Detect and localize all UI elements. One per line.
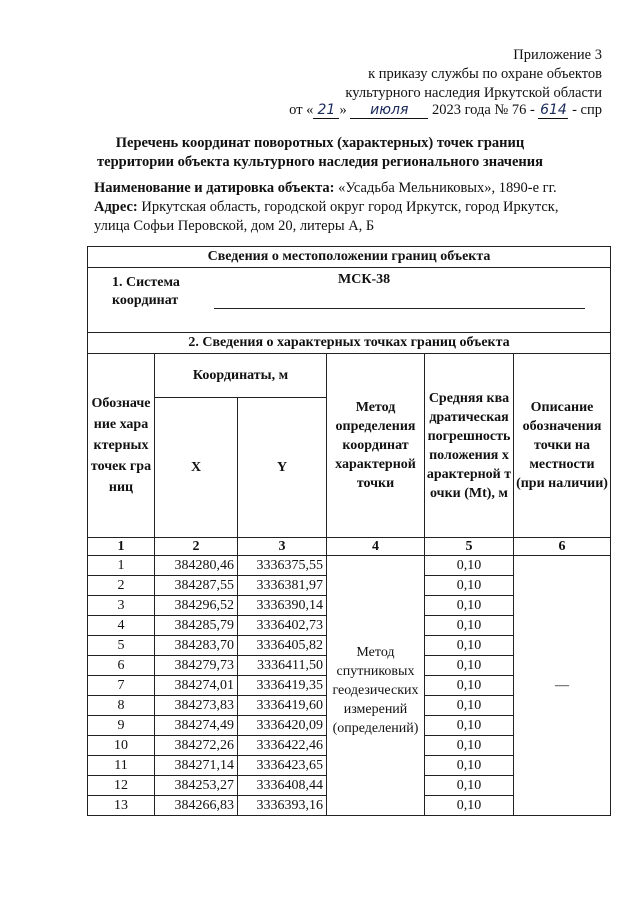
date-mid: » <box>339 102 347 118</box>
col-header-x: X <box>155 398 238 538</box>
mean-square-error: 0,10 <box>425 696 514 716</box>
coord-x: 384287,55 <box>155 576 238 596</box>
appendix-label: Приложение 3 <box>513 47 602 63</box>
method-header-text: Метод определения координат характерной точки <box>335 400 416 491</box>
mean-square-error: 0,10 <box>425 616 514 636</box>
col-header-designation <box>88 354 155 538</box>
coord-y: 3336405,82 <box>238 636 327 656</box>
point-id: 5 <box>88 636 155 656</box>
col-number-1: 1 <box>88 538 155 556</box>
designation-text: Обозначение характерных точек границ <box>90 396 152 495</box>
mean-square-error: 0,10 <box>425 576 514 596</box>
point-id: 6 <box>88 656 155 676</box>
object-address-line2: улица Софьи Перовской, дом 20, литеры А, Б <box>94 218 375 234</box>
object-name <box>94 179 604 198</box>
col-header-y: Y <box>238 398 327 538</box>
coord-x: 384280,46 <box>155 556 238 576</box>
coord-x: 384296,52 <box>155 596 238 616</box>
method-text: Метод спутниковых геодезических измерений (определений) <box>332 645 419 736</box>
col-header-method <box>327 354 425 538</box>
mean-square-error: 0,10 <box>425 556 514 576</box>
error-header-text: Средняя квадратическая погрешность положения характерной точки (Mt), м <box>426 390 512 501</box>
mean-square-error: 0,10 <box>425 676 514 696</box>
mean-square-error: 0,10 <box>425 736 514 756</box>
point-id: 10 <box>88 736 155 756</box>
point-id: 9 <box>88 716 155 736</box>
coordinate-system-value: МСК-38 <box>338 272 391 287</box>
coord-y: 3336419,60 <box>238 696 327 716</box>
date-prefix: от « <box>289 102 314 118</box>
coord-y: 3336422,46 <box>238 736 327 756</box>
coordinate-system-label-2: координат <box>112 293 179 308</box>
coord-x: 384273,83 <box>155 696 238 716</box>
mean-square-error: 0,10 <box>425 596 514 616</box>
coord-y: 3336423,65 <box>238 756 327 776</box>
agency-line: культурного наследия Иркутской области <box>345 85 602 101</box>
mean-square-error: 0,10 <box>425 656 514 676</box>
mean-square-error: 0,10 <box>425 756 514 776</box>
col-header-description <box>514 354 611 538</box>
col-number-3: 3 <box>238 538 327 556</box>
col-header-coordinates: Координаты, м <box>155 354 327 398</box>
col-number-2: 2 <box>155 538 238 556</box>
order-date-number <box>289 101 602 120</box>
document-title-line2: территории объекта культурного наследия регионального значения <box>97 154 543 170</box>
coordinate-system-cell <box>88 268 611 333</box>
coord-y: 3336402,73 <box>238 616 327 636</box>
coordinate-system-label <box>112 274 180 310</box>
object-address <box>94 198 604 217</box>
coord-x: 384272,26 <box>155 736 238 756</box>
method-cell <box>327 556 425 816</box>
section1-title: Сведения о местоположении границ объекта <box>88 247 611 268</box>
description-cell: — <box>514 556 611 816</box>
address-value: Иркутская область, городской округ город Иркутск, город Иркутск, <box>137 199 559 215</box>
mean-square-error: 0,10 <box>425 716 514 736</box>
point-id: 7 <box>88 676 155 696</box>
mean-square-error: 0,10 <box>425 636 514 656</box>
coordinate-system-label-1: 1. Система <box>112 275 180 290</box>
table-row <box>88 556 611 576</box>
number-suffix: - спр <box>572 102 602 118</box>
year-and-number: 2023 года № 76 - <box>431 102 535 118</box>
coord-y: 3336390,14 <box>238 596 327 616</box>
col-number-5: 5 <box>425 538 514 556</box>
coord-x: 384279,73 <box>155 656 238 676</box>
mean-square-error: 0,10 <box>425 796 514 816</box>
handwritten-day: 21 <box>313 102 339 119</box>
col-number-6: 6 <box>514 538 611 556</box>
point-id: 13 <box>88 796 155 816</box>
point-id: 4 <box>88 616 155 636</box>
coord-y: 3336375,55 <box>238 556 327 576</box>
col-number-4: 4 <box>327 538 425 556</box>
coord-x: 384274,49 <box>155 716 238 736</box>
point-id: 3 <box>88 596 155 616</box>
address-label: Адрес: <box>94 199 138 215</box>
object-name-label: Наименование и датировка объекта: <box>94 180 335 196</box>
handwritten-number: 614 <box>540 102 567 118</box>
coord-y: 3336420,09 <box>238 716 327 736</box>
coord-y: 3336408,44 <box>238 776 327 796</box>
section2-title: 2. Сведения о характерных точках границ объекта <box>88 333 611 354</box>
coord-x: 384274,01 <box>155 676 238 696</box>
coordinates-table <box>87 246 611 816</box>
coord-x: 384283,70 <box>155 636 238 656</box>
point-id: 12 <box>88 776 155 796</box>
coord-x: 384271,14 <box>155 756 238 776</box>
document-title-line1: Перечень координат поворотных (характерных) точек границ <box>115 135 525 151</box>
object-name-value: «Усадьба Мельниковых», 1890-е гг. <box>334 180 557 196</box>
coord-x: 384285,79 <box>155 616 238 636</box>
underline <box>214 308 585 309</box>
mean-square-error: 0,10 <box>425 776 514 796</box>
coord-y: 3336419,35 <box>238 676 327 696</box>
coord-x: 384253,27 <box>155 776 238 796</box>
coord-y: 3336393,16 <box>238 796 327 816</box>
point-id: 11 <box>88 756 155 776</box>
coord-x: 384266,83 <box>155 796 238 816</box>
handwritten-month: июля <box>350 102 428 119</box>
description-header-text: Описание обозначения точки на местности (при наличии) <box>516 400 608 491</box>
point-id: 8 <box>88 696 155 716</box>
point-id: 2 <box>88 576 155 596</box>
point-id: 1 <box>88 556 155 576</box>
order-line: к приказу службы по охране объектов <box>368 66 602 82</box>
col-header-error <box>425 354 514 538</box>
coord-y: 3336411,50 <box>238 656 327 676</box>
coord-y: 3336381,97 <box>238 576 327 596</box>
